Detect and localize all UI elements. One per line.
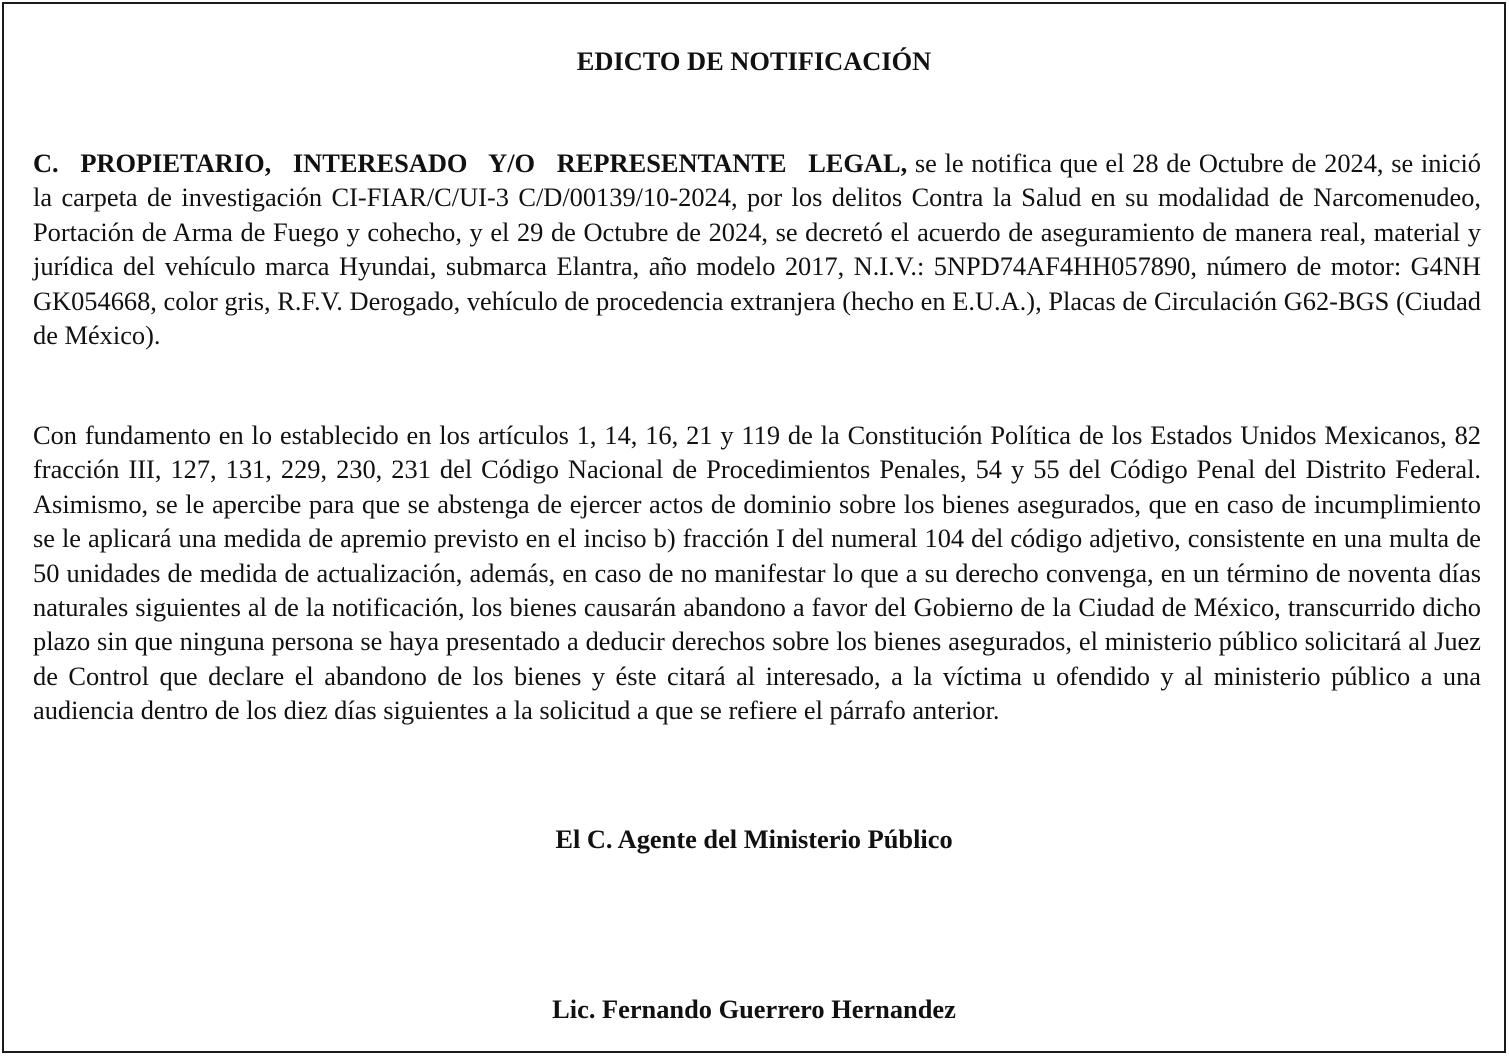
addressee-lead: C. PROPIETARIO, INTERESADO Y/O REPRESENTANTE LEGAL, xyxy=(33,148,908,178)
document-title: EDICTO DE NOTIFICACIÓN xyxy=(576,46,932,76)
notice-document xyxy=(2,2,1506,1053)
signature-name: Lic. Fernando Guerrero Hernandez xyxy=(552,994,956,1024)
notification-body: se le notifica que el 28 de Octubre de 2024, se inició la carpeta de investigación CI-FIAR/C/UI-3 C/D/00139/10-2024, por los delitos Contra la Salud en su modalidad de Narcomenudeo, Portación de Arma de Fuego y cohecho, y el 29 de Octubre de 2024, se decretó el acuerdo de aseguramiento de manera real, material y jurídica del vehículo marca Hyundai, submarca Elantra, año modelo 2017, N.I.V.: 5NPD74AF4HH057890, número de motor: G4NH GK054668, color gris, R.F.V. Derogado, vehículo de procedencia extranjera (hecho en E.U.A.), Placas de Circulación G62-BGS (Ciudad de México). xyxy=(33,148,1481,351)
legal-basis-paragraph: Con fundamento en lo establecido en los artículos 1, 14, 16, 21 y 119 de la Constitución Política de los Estados Unidos Mexicanos, 82 fracción III, 127, 131, 229, 230, 231 del Código Nacional de Procedimientos Penales, 54 y 55 del Código Penal del Distrito Federal. Asimismo, se le apercibe para que se abstenga de ejercer actos de dominio sobre los bienes asegurados, que en caso de incumplimiento se le aplicará una medida de apremio previsto en el inciso b) fracción I del numeral 104 del código adjetivo, consistente en una multa de 50 unidades de medida de actualización, además, en caso de no manifestar lo que a su derecho convenga, en un término de noventa días naturales siguientes al de la notificación, los bienes causarán abandono a favor del Gobierno de la Ciudad de México, transcurrido dicho plazo sin que ninguna persona se haya presentado a deducir derechos sobre los bienes asegurados, el ministerio público solicitará al Juez de Control que declare el abandono de los bienes y éste citará al interesado, a la víctima u ofendido y al ministerio público a una audiencia dentro de los diez días siguientes a la solicitud a que se refiere el párrafo anterior. xyxy=(33,420,1481,726)
notification-paragraph xyxy=(33,146,1481,352)
signature-role: El C. Agente del Ministerio Público xyxy=(555,824,953,854)
